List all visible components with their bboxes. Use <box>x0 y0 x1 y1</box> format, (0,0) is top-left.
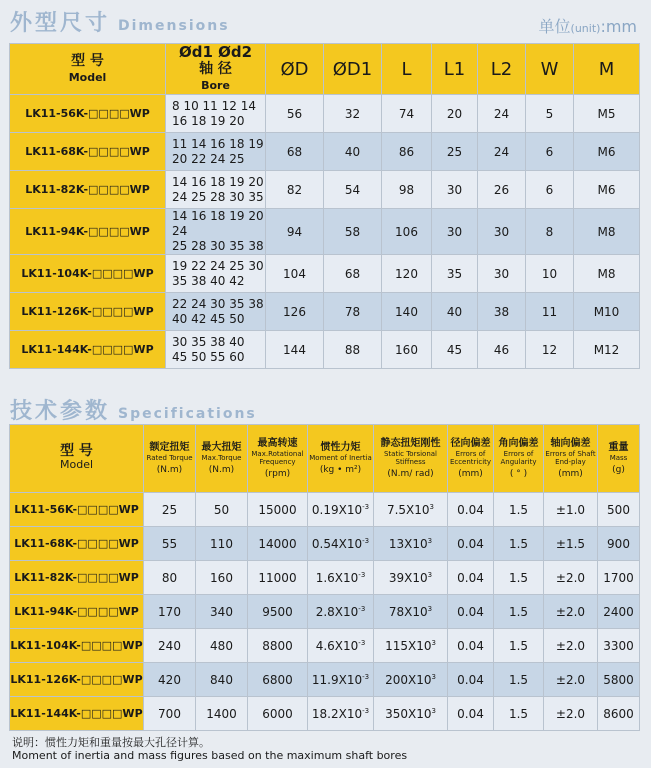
header-speed-unit: (rpm) <box>264 468 291 479</box>
header-D: ØD <box>266 44 324 95</box>
mass-cell: 500 <box>598 493 640 527</box>
header-D1: ØD1 <box>324 44 382 95</box>
inertia-exp: -3 <box>362 536 370 545</box>
model-cell: LK11-56K-□□□□WP <box>10 95 166 133</box>
stiff-base: 78X10 <box>388 604 428 619</box>
max-cell: 50 <box>196 493 248 527</box>
M-cell: M5 <box>574 95 640 133</box>
L1-cell: 35 <box>432 255 478 293</box>
specifications-title <box>10 394 257 425</box>
header-ecc-en: Errors of Eccentricity <box>449 449 492 466</box>
axial-cell: ±2.0 <box>544 561 598 595</box>
inertia-exp: -3 <box>358 604 366 613</box>
table-row <box>10 171 640 209</box>
header-ang-unit: ( ° ) <box>509 468 528 479</box>
bore-cell <box>166 133 266 171</box>
header-bore-en: Bore <box>201 79 230 92</box>
header-axial-en: Errors of Shaft End-play <box>545 449 596 466</box>
speed-cell: 15000 <box>248 493 308 527</box>
W-cell: 8 <box>526 209 574 255</box>
header-mass-cn: 重量 <box>608 441 629 453</box>
speed-cell: 9500 <box>248 595 308 629</box>
L2-cell: 46 <box>478 331 526 369</box>
table-row <box>10 255 640 293</box>
model-cell: LK11-94K-□□□□WP <box>10 209 166 255</box>
inertia-exp: -3 <box>358 570 366 579</box>
inertia-base: 11.9X10 <box>311 672 363 687</box>
header-inertia-en: Moment of Inertia <box>309 453 372 462</box>
M-cell: M6 <box>574 133 640 171</box>
D-cell: 94 <box>266 209 324 255</box>
footnote-cn: 说明：惯性力矩和重量按最大孔径计算。 <box>12 736 210 749</box>
model-cell: LK11-126K-□□□□WP <box>10 293 166 331</box>
unit-value: :mm <box>600 17 637 36</box>
specifications-title-cn: 技术参数 <box>10 399 111 424</box>
header-M: M <box>574 44 640 95</box>
D1-cell: 68 <box>324 255 382 293</box>
stiff-cell <box>374 697 448 731</box>
stiff-exp: 3 <box>429 502 435 511</box>
header-eccentricity <box>448 425 494 493</box>
header-W: W <box>526 44 574 95</box>
mass-cell: 2400 <box>598 595 640 629</box>
specifications-table <box>9 424 640 731</box>
header-stiff-unit: (N.m/ rad) <box>387 468 434 479</box>
header-rated-en: Rated Torque <box>146 453 193 462</box>
stiff-base: 200X10 <box>385 672 432 687</box>
table-row <box>10 561 640 595</box>
rated-cell: 80 <box>144 561 196 595</box>
mass-cell: 900 <box>598 527 640 561</box>
bore-line-1: 14 16 18 19 20 <box>172 174 264 189</box>
bore-line-2: 24 25 28 30 35 <box>172 189 264 204</box>
header-axial <box>544 425 598 493</box>
speed-cell: 6000 <box>248 697 308 731</box>
header-speed-cn: 最高转速 <box>257 437 298 449</box>
specifications-title-en: Specifications <box>118 406 257 422</box>
model-cell: LK11-126K-□□□□WP <box>10 663 144 697</box>
mass-cell: 5800 <box>598 663 640 697</box>
model-cell: LK11-144K-□□□□WP <box>10 331 166 369</box>
D-cell: 104 <box>266 255 324 293</box>
ang-cell: 1.5 <box>494 629 544 663</box>
header-max-cn: 最大扭矩 <box>201 441 242 453</box>
dimensions-title-cn: 外型尺寸 <box>10 11 111 36</box>
rated-cell: 55 <box>144 527 196 561</box>
W-cell: 12 <box>526 331 574 369</box>
rated-cell: 700 <box>144 697 196 731</box>
axial-cell: ±2.0 <box>544 595 598 629</box>
dimensions-title-en: Dimensions <box>118 18 230 34</box>
D1-cell: 32 <box>324 95 382 133</box>
D1-cell: 58 <box>324 209 382 255</box>
ecc-cell: 0.04 <box>448 595 494 629</box>
D1-cell: 88 <box>324 331 382 369</box>
inertia-base: 2.8X10 <box>315 604 359 619</box>
W-cell: 10 <box>526 255 574 293</box>
L-cell: 98 <box>382 171 432 209</box>
header-axial-cn: 轴向偏差 <box>550 437 591 449</box>
inertia-exp: -3 <box>362 706 370 715</box>
inertia-base: 1.6X10 <box>315 570 359 585</box>
stiff-cell <box>374 663 448 697</box>
footnote-en: Moment of inertia and mass figures based on the maximum shaft bores <box>12 749 408 762</box>
inertia-base: 0.19X10 <box>311 502 363 517</box>
bore-line-1: 22 24 30 35 38 <box>172 296 264 311</box>
bore-cell <box>166 95 266 133</box>
inertia-base: 18.2X10 <box>311 706 363 721</box>
header-max-torque <box>196 425 248 493</box>
M-cell: M10 <box>574 293 640 331</box>
stiff-cell <box>374 629 448 663</box>
ecc-cell: 0.04 <box>448 493 494 527</box>
inertia-exp: -3 <box>362 502 370 511</box>
header-model <box>10 425 144 493</box>
stiff-base: 350X10 <box>385 706 432 721</box>
bore-line-1: 30 35 38 40 <box>172 334 245 349</box>
D1-cell: 54 <box>324 171 382 209</box>
max-cell: 840 <box>196 663 248 697</box>
header-inertia-cn: 惯性力矩 <box>320 441 361 453</box>
M-cell: M12 <box>574 331 640 369</box>
dimensions-header-row <box>10 44 640 95</box>
header-L: L <box>382 44 432 95</box>
header-model-en: Model <box>59 458 94 471</box>
D1-cell: 78 <box>324 293 382 331</box>
header-L1: L1 <box>432 44 478 95</box>
mass-cell: 1700 <box>598 561 640 595</box>
table-row <box>10 697 640 731</box>
L1-cell: 20 <box>432 95 478 133</box>
header-max-unit: (N.m) <box>208 464 235 475</box>
dimensions-title <box>10 6 230 37</box>
rated-cell: 240 <box>144 629 196 663</box>
bore-line-2: 45 50 55 60 <box>172 349 245 364</box>
stiff-base: 7.5X10 <box>386 502 430 517</box>
D-cell: 126 <box>266 293 324 331</box>
inertia-cell <box>308 527 374 561</box>
stiff-base: 13X10 <box>388 536 428 551</box>
header-inertia <box>308 425 374 493</box>
header-ang-cn: 角向偏差 <box>498 437 539 449</box>
header-rated-unit: (N.m) <box>156 464 183 475</box>
L-cell: 140 <box>382 293 432 331</box>
bore-line-1: 19 22 24 25 30 <box>172 258 264 273</box>
bore-cell <box>166 171 266 209</box>
axial-cell: ±1.5 <box>544 527 598 561</box>
max-cell: 1400 <box>196 697 248 731</box>
D-cell: 144 <box>266 331 324 369</box>
table-row <box>10 293 640 331</box>
L1-cell: 45 <box>432 331 478 369</box>
header-ecc-unit: (mm) <box>458 468 483 479</box>
inertia-base: 0.54X10 <box>311 536 363 551</box>
header-model-cn: 型 号 <box>71 52 104 69</box>
bore-cell <box>166 293 266 331</box>
inertia-cell <box>308 663 374 697</box>
M-cell: M8 <box>574 255 640 293</box>
stiff-exp: 3 <box>431 706 436 715</box>
stiff-exp: 3 <box>431 672 436 681</box>
L1-cell: 25 <box>432 133 478 171</box>
stiff-cell <box>374 527 448 561</box>
inertia-exp: -3 <box>362 672 370 681</box>
bore-line-2: 16 18 19 20 <box>172 113 245 128</box>
L1-cell: 30 <box>432 171 478 209</box>
header-bore-sym: Ød1 Ød2 <box>178 43 253 61</box>
header-mass-unit: (g) <box>612 464 625 475</box>
header-angularity <box>494 425 544 493</box>
axial-cell: ±2.0 <box>544 629 598 663</box>
stiff-cell <box>374 493 448 527</box>
mass-cell: 8600 <box>598 697 640 731</box>
D-cell: 82 <box>266 171 324 209</box>
bore-line-1: 11 14 16 18 19 <box>172 136 264 151</box>
speed-cell: 11000 <box>248 561 308 595</box>
ecc-cell: 0.04 <box>448 663 494 697</box>
header-ang-en: Errors of Angularity <box>500 449 537 466</box>
table-row <box>10 493 640 527</box>
ang-cell: 1.5 <box>494 561 544 595</box>
L-cell: 160 <box>382 331 432 369</box>
L-cell: 74 <box>382 95 432 133</box>
stiff-exp: 3 <box>427 536 433 545</box>
header-axial-unit: (mm) <box>558 468 583 479</box>
header-max-speed <box>248 425 308 493</box>
inertia-cell <box>308 595 374 629</box>
max-cell: 110 <box>196 527 248 561</box>
inertia-cell <box>308 629 374 663</box>
axial-cell: ±2.0 <box>544 663 598 697</box>
bore-line-2: 25 28 30 35 38 <box>172 239 264 253</box>
ang-cell: 1.5 <box>494 527 544 561</box>
axial-cell: ±2.0 <box>544 697 598 731</box>
model-cell: LK11-94K-□□□□WP <box>10 595 144 629</box>
header-model-en: Model <box>68 70 107 84</box>
L2-cell: 30 <box>478 255 526 293</box>
bore-cell <box>166 209 266 255</box>
ecc-cell: 0.04 <box>448 527 494 561</box>
W-cell: 6 <box>526 171 574 209</box>
axial-cell: ±1.0 <box>544 493 598 527</box>
D-cell: 56 <box>266 95 324 133</box>
model-cell: LK11-82K-□□□□WP <box>10 171 166 209</box>
bore-cell <box>166 331 266 369</box>
D1-cell: 40 <box>324 133 382 171</box>
M-cell: M6 <box>574 171 640 209</box>
stiff-cell <box>374 561 448 595</box>
D-cell: 68 <box>266 133 324 171</box>
L2-cell: 30 <box>478 209 526 255</box>
header-speed-en: Max.Rotational Frequency <box>251 449 304 466</box>
header-L2: L2 <box>478 44 526 95</box>
inertia-cell <box>308 561 374 595</box>
inertia-cell <box>308 493 374 527</box>
model-cell: LK11-144K-□□□□WP <box>10 697 144 731</box>
stiff-exp: 3 <box>427 604 433 613</box>
table-row <box>10 331 640 369</box>
model-cell: LK11-82K-□□□□WP <box>10 561 144 595</box>
L2-cell: 24 <box>478 133 526 171</box>
footnote <box>12 736 407 762</box>
bore-line-2: 35 38 40 42 <box>172 273 245 288</box>
L2-cell: 38 <box>478 293 526 331</box>
table-row <box>10 595 640 629</box>
unit-label <box>539 14 637 37</box>
ecc-cell: 0.04 <box>448 697 494 731</box>
header-rated-cn: 额定扭矩 <box>149 441 190 453</box>
header-model-cn: 型 号 <box>60 443 93 459</box>
header-inertia-unit: (kg • m²) <box>319 464 362 475</box>
stiff-exp: 3 <box>427 570 433 579</box>
header-rated-torque <box>144 425 196 493</box>
model-cell: LK11-56K-□□□□WP <box>10 493 144 527</box>
mass-cell: 3300 <box>598 629 640 663</box>
header-ecc-cn: 径向偏差 <box>450 437 491 449</box>
ang-cell: 1.5 <box>494 595 544 629</box>
speed-cell: 8800 <box>248 629 308 663</box>
ang-cell: 1.5 <box>494 663 544 697</box>
stiff-base: 115X10 <box>385 638 432 653</box>
max-cell: 480 <box>196 629 248 663</box>
table-row <box>10 95 640 133</box>
model-cell: LK11-104K-□□□□WP <box>10 255 166 293</box>
table-row <box>10 527 640 561</box>
L1-cell: 30 <box>432 209 478 255</box>
bore-line-1: 14 16 18 19 20 24 <box>172 209 264 238</box>
header-mass <box>598 425 640 493</box>
header-model <box>10 44 166 95</box>
max-cell: 340 <box>196 595 248 629</box>
unit-en: (unit) <box>570 22 601 35</box>
header-stiff-en: Static Torsional Stiffness <box>383 449 438 466</box>
bore-line-2: 20 22 24 25 <box>172 151 245 166</box>
stiff-cell <box>374 595 448 629</box>
bore-line-1: 8 10 11 12 14 <box>172 98 256 113</box>
stiff-base: 39X10 <box>388 570 428 585</box>
L1-cell: 40 <box>432 293 478 331</box>
header-max-en: Max.Torque <box>201 453 242 462</box>
header-stiffness <box>374 425 448 493</box>
dimensions-table <box>9 43 640 369</box>
header-bore <box>166 44 266 95</box>
L-cell: 86 <box>382 133 432 171</box>
rated-cell: 170 <box>144 595 196 629</box>
table-row <box>10 663 640 697</box>
unit-cn: 单位 <box>538 17 571 36</box>
bore-cell <box>166 255 266 293</box>
header-bore-cn: 轴 径 <box>199 61 232 77</box>
ecc-cell: 0.04 <box>448 629 494 663</box>
model-cell: LK11-104K-□□□□WP <box>10 629 144 663</box>
header-mass-en: Mass <box>609 453 628 462</box>
W-cell: 5 <box>526 95 574 133</box>
W-cell: 6 <box>526 133 574 171</box>
table-row <box>10 629 640 663</box>
rated-cell: 420 <box>144 663 196 697</box>
model-cell: LK11-68K-□□□□WP <box>10 527 144 561</box>
ang-cell: 1.5 <box>494 493 544 527</box>
table-row <box>10 133 640 171</box>
inertia-cell <box>308 697 374 731</box>
max-cell: 160 <box>196 561 248 595</box>
stiff-exp: 3 <box>431 638 436 647</box>
table-row <box>10 209 640 255</box>
specifications-header-row <box>10 425 640 493</box>
L-cell: 106 <box>382 209 432 255</box>
inertia-exp: -3 <box>358 638 366 647</box>
rated-cell: 25 <box>144 493 196 527</box>
L2-cell: 24 <box>478 95 526 133</box>
speed-cell: 14000 <box>248 527 308 561</box>
ecc-cell: 0.04 <box>448 561 494 595</box>
M-cell: M8 <box>574 209 640 255</box>
L-cell: 120 <box>382 255 432 293</box>
W-cell: 11 <box>526 293 574 331</box>
L2-cell: 26 <box>478 171 526 209</box>
ang-cell: 1.5 <box>494 697 544 731</box>
header-stiff-cn: 静态扭矩刚性 <box>380 437 441 449</box>
inertia-base: 4.6X10 <box>315 638 359 653</box>
bore-line-2: 40 42 45 50 <box>172 311 245 326</box>
model-cell: LK11-68K-□□□□WP <box>10 133 166 171</box>
speed-cell: 6800 <box>248 663 308 697</box>
